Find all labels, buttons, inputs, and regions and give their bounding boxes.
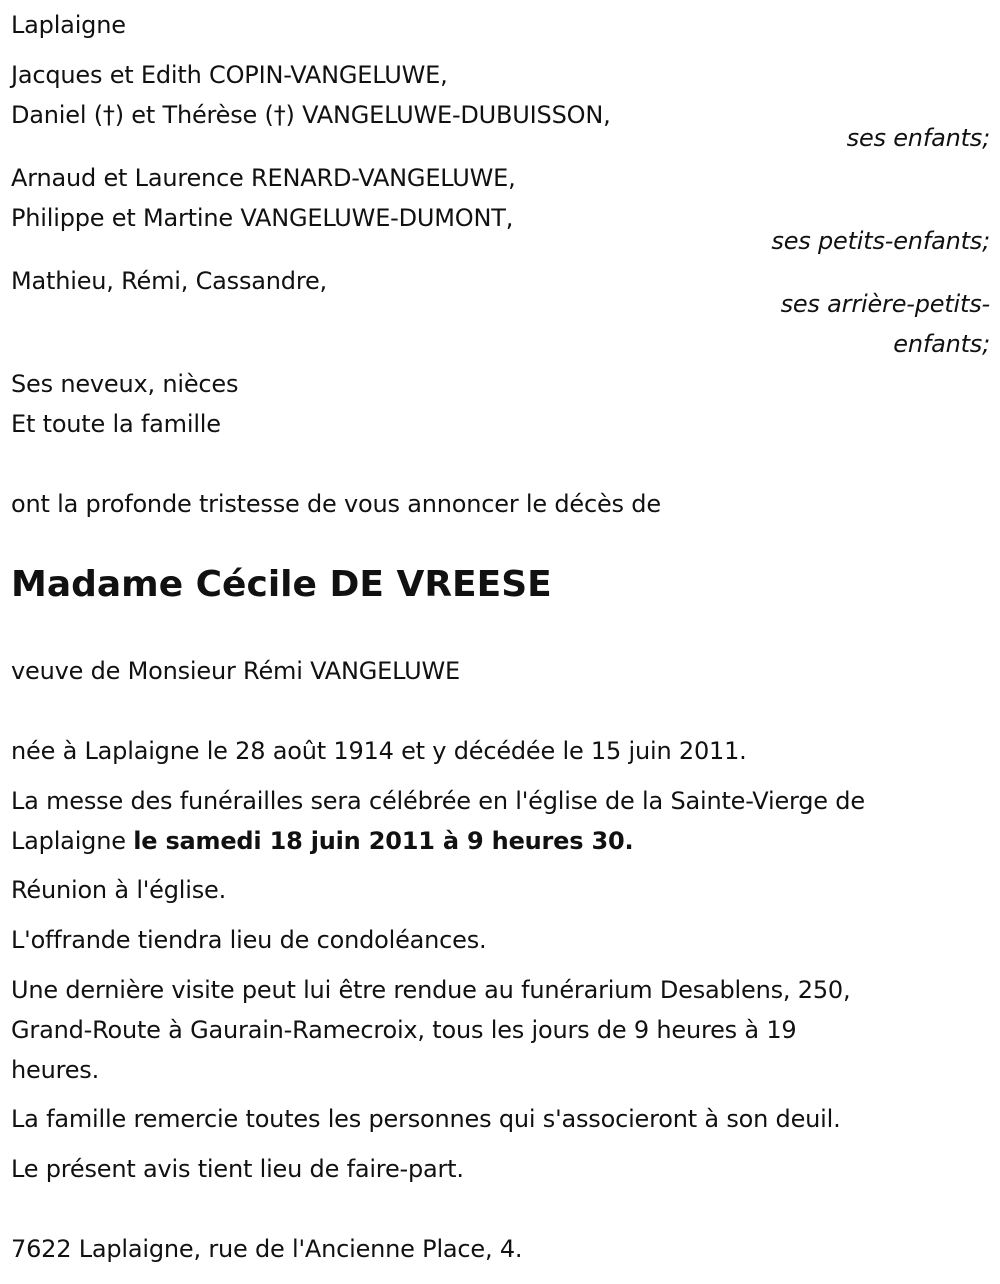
announcement-text: ont la profonde tristesse de vous annoncer le décès de — [11, 490, 661, 518]
child-line: Daniel (†) et Thérèse (†) VANGELUWE-DUBUISSON, — [11, 101, 611, 129]
funeral-mass-place: Laplaigne — [11, 827, 134, 855]
widow-of-text: veuve de Monsieur Rémi VANGELUWE — [11, 657, 460, 685]
funeral-mass-line2 — [11, 821, 990, 861]
extended-family-line: Et toute la famille — [11, 410, 221, 438]
relation-grandchildren: ses petits-enfants; — [771, 227, 990, 255]
relation-great-grandchildren-line2: enfants; — [893, 330, 990, 358]
extended-family-block — [11, 364, 990, 444]
funeral-mass-datetime: le samedi 18 juin 2011 à 9 heures 30. — [133, 827, 634, 855]
visit-line1: Une dernière visite peut lui être rendue au funérarium Desablens, 250, — [11, 976, 851, 1004]
visit-line3: heures. — [11, 1056, 100, 1084]
child-line: Jacques et Edith COPIN-VANGELUWE, — [11, 61, 448, 89]
offering-text: L'offrande tiendra lieu de condoléances. — [11, 926, 487, 954]
relation-great-grandchildren-line1: ses arrière-petits- — [780, 290, 990, 318]
funeral-mass-block — [11, 781, 990, 861]
visit-block — [11, 970, 990, 1090]
address-text: 7622 Laplaigne, rue de l'Ancienne Place, 4. — [11, 1235, 523, 1263]
visit-line2: Grand-Route à Gaurain-Ramecroix, tous les jours de 9 heures à 19 — [11, 1016, 797, 1044]
relation-children: ses enfants; — [846, 124, 990, 152]
deceased-name: Madame Cécile DE VREESE — [11, 564, 552, 605]
meeting-text: Réunion à l'église. — [11, 876, 227, 904]
grandchild-line: Philippe et Martine VANGELUWE-DUMONT, — [11, 204, 514, 232]
children-block — [11, 55, 990, 135]
birth-death-text: née à Laplaigne le 28 août 1914 et y décédée le 15 juin 2011. — [11, 737, 747, 765]
grandchild-line: Arnaud et Laurence RENARD-VANGELUWE, — [11, 164, 516, 192]
funeral-mass-line1: La messe des funérailles sera célébrée en l'église de la Sainte-Vierge de — [11, 787, 865, 815]
place-header: Laplaigne — [11, 11, 126, 39]
notice-statement-text: Le présent avis tient lieu de faire-part. — [11, 1155, 464, 1183]
thanks-text: La famille remercie toutes les personnes qui s'associeront à son deuil. — [11, 1105, 841, 1133]
extended-family-line: Ses neveux, nièces — [11, 370, 239, 398]
great-grandchild-line: Mathieu, Rémi, Cassandre, — [11, 267, 327, 295]
